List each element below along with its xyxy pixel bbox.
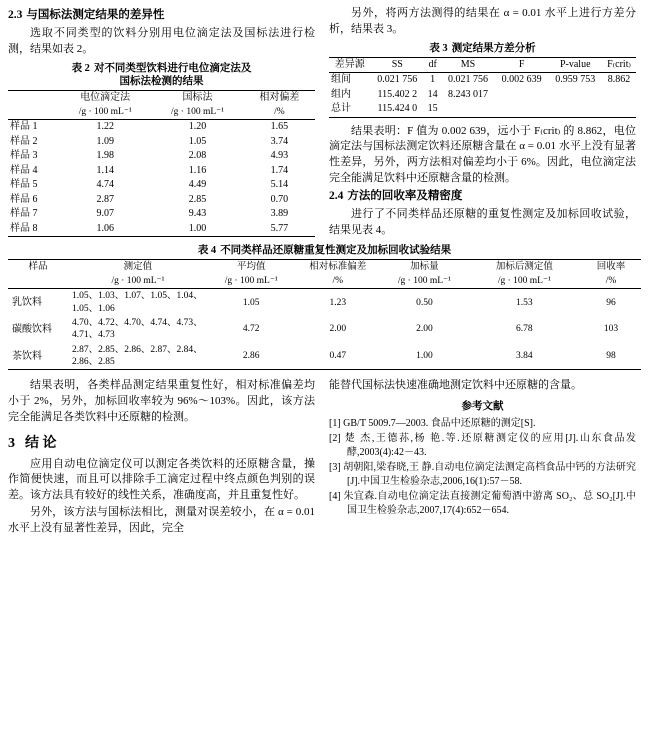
table2-r2c3: 4.93 [270, 150, 289, 162]
table3-r1c0: 组内 [331, 88, 351, 100]
table3-h6: F₍crit₎ [602, 57, 636, 73]
table2-r2c0: 样品 3 [10, 150, 38, 162]
paragraph-conclusion-1: 结果表明，各类样品测定结果重复性好，相对标准偏差均小于 2%，另外，加标回收率较为 96%～103%。因此，该方法完全能满足各类饮料中还原糖的检测。 [8, 379, 315, 424]
bottom-two-column-area [8, 378, 641, 538]
table2-r5c0: 样品 6 [10, 193, 38, 205]
table4-u2: /g · 100 mL⁻¹ [208, 274, 295, 289]
table2-u1: /g · 100 mL⁻¹ [59, 106, 151, 120]
table2-caption-number: 表 2 [71, 62, 90, 74]
table3-r2c6 [602, 102, 636, 117]
table4-caption [8, 244, 641, 258]
table-row [8, 149, 315, 164]
table4-caption-text: 不同类样品还原糖重复性测定及加标回收试验结果 [220, 245, 452, 256]
table4-r1-sample: 碳酸饮料 [12, 323, 52, 335]
table2-r5c1: 2.87 [96, 193, 114, 205]
table4-u0 [8, 274, 68, 289]
table4-r0-mean: 1.05 [242, 297, 260, 308]
table2-header-row-2 [8, 106, 315, 120]
paragraph-after-table3: 结果表明：F 值为 0.002 639，远小于 F₍crit₎ 的 8.862，电位滴定法与国标法测定饮料还原糖含量在 α = 0.01 水平上没有显著性差异，另外，两方法相对偏差均小于 6%。因此，电位滴定法完全能满足饮料中还原糖含量的检测。 [329, 124, 636, 185]
table2-r3c0: 样品 4 [10, 164, 38, 176]
table2-r0c2: 1.20 [188, 121, 207, 133]
paragraph-2-4: 进行了不同类样品还原糖的重复性测定及加标回收试验，结果见表 4。 [329, 208, 636, 237]
table2-header-row-1 [8, 91, 315, 106]
table2-r4c3: 5.14 [270, 179, 289, 191]
table3-r1c4 [495, 88, 549, 103]
table3-r0c3: 0.021 756 [447, 74, 488, 86]
reference-item: [2] 楚 杰,王德荪,杨 艳.等.还原糖测定仪的应用[J].山东食品发酵,2003(4):42－43. [329, 432, 636, 458]
table4-r1-mean: 4.72 [242, 324, 260, 335]
table2-r7c3: 5.77 [244, 222, 315, 237]
table4-r0-after: 1.53 [516, 297, 533, 308]
table4-r2-spike: 1.00 [381, 343, 468, 370]
table-row [8, 193, 315, 208]
table-row [8, 316, 641, 343]
table2-r2c2: 2.08 [188, 150, 207, 162]
table2-r6c3: 3.89 [270, 208, 289, 220]
table2-r5c3: 0.70 [270, 193, 289, 205]
table3-header-row [329, 57, 636, 73]
section-number: 3 [8, 436, 15, 452]
table2-r1c0: 样品 2 [10, 135, 38, 147]
table2-r7c2: 1.00 [151, 222, 243, 237]
table3-r2c2: 15 [424, 102, 441, 117]
table4-r0-sample: 乳饮料 [12, 297, 42, 309]
table2-h2: 国标法 [151, 91, 243, 106]
table2-r3c1: 1.14 [96, 164, 114, 176]
table4 [8, 259, 641, 371]
table-row [329, 102, 636, 117]
table3-r2c1: 115.424 0 [370, 102, 424, 117]
table3-r0c0: 组间 [331, 74, 351, 86]
table2-r0c0: 样品 1 [10, 121, 38, 133]
left-column [8, 6, 315, 240]
table2-r3c2: 1.16 [188, 164, 207, 176]
table2-r7c0: 样品 8 [8, 222, 59, 237]
section-heading-2-3 [8, 8, 315, 24]
table3-r1c6 [602, 88, 636, 103]
table4-r1-after: 6.78 [516, 324, 533, 335]
section-title: 方法的回收率及精密度 [347, 190, 463, 203]
table-row [329, 88, 636, 103]
table2-caption-text2: 国标法检测的结果 [119, 76, 204, 88]
table3-r1c1: 115.402 2 [377, 88, 418, 100]
bottom-right-column [329, 378, 636, 538]
table-row [8, 135, 315, 150]
table4-caption-number: 表 4 [197, 245, 217, 256]
table4-r1-rsd: 2.00 [329, 324, 347, 335]
table3-r2c4 [495, 102, 549, 117]
table3-r0c6: 8.862 [607, 74, 631, 86]
section-title: 与国标法测定结果的差异性 [26, 9, 165, 21]
table4-h5: 加标后测定值 [468, 259, 581, 274]
section-number: 2.4 [329, 190, 344, 203]
table4-u4: /g · 100 mL⁻¹ [381, 274, 468, 289]
table4-h0: 样品 [8, 259, 68, 274]
table2-u0 [8, 106, 59, 120]
table4-r2-values: 2.87、2.85、2.86、2.87、2.84、2.86、2.85 [68, 343, 208, 370]
table3-r0c5: 0.959 753 [555, 74, 596, 86]
table3 [329, 57, 636, 118]
table-row [8, 343, 641, 370]
table-row [8, 164, 315, 179]
table4-h1: 测定值 [68, 259, 208, 274]
table2-r0c1: 1.22 [96, 121, 114, 133]
table2-r6c1: 9.07 [96, 208, 114, 220]
table3-h5: P-value [548, 57, 602, 73]
table2-r3c3: 1.74 [270, 164, 289, 176]
table2-caption-text: 对不同类型饮料进行电位滴定法及 [93, 62, 252, 74]
table2-r1c2: 1.05 [188, 135, 207, 147]
reference-item: [4] 朱宜森.自动电位滴定法直接测定葡萄酒中游离 SO₂、总 SO₂[J].中国卫生检验杂志,2007,17(4):652－654. [329, 490, 636, 516]
table2-r4c0: 样品 5 [10, 179, 38, 191]
table2-r7c1: 1.06 [59, 222, 151, 237]
paragraph-right-top: 另外，将两方法测得的结果在 α = 0.01 水平上进行方差分析，结果表 3。 [329, 7, 636, 35]
table2-u2: /g · 100 mL⁻¹ [151, 106, 243, 120]
table4-h6: 回收率 [581, 259, 641, 274]
table2-r4c1: 4.74 [96, 179, 114, 191]
table3-caption [329, 42, 636, 56]
table2-r1c3: 3.74 [270, 135, 289, 147]
table4-h3: 相对标准偏差 [295, 259, 382, 274]
table4-r0-values: 1.05、1.03、1.07、1.05、1.04、1.05、1.06 [71, 291, 203, 314]
table3-caption-number: 表 3 [429, 42, 448, 54]
paragraph-conclusion-right: 能替代国标法快速准确地测定饮料中还原糖的含量。 [329, 379, 582, 392]
section-heading-3 [8, 434, 315, 453]
table3-r0c1: 0.021 756 [377, 74, 418, 86]
table3-h3: MS [441, 57, 495, 73]
table4-r1-spike: 2.00 [416, 324, 433, 335]
table-row [8, 178, 315, 193]
reference-item: [3] 胡朝阳,梁春晓,王 静.自动电位滴定法测定高档食品中钙的方法研究[J].中国卫生检验杂志,2006,16(1):57－58. [329, 461, 636, 487]
table-row [8, 207, 315, 222]
table4-u5: /g · 100 mL⁻¹ [468, 274, 581, 289]
table2-h3: 相对偏差 [244, 91, 315, 106]
table2-h0 [8, 91, 59, 106]
table4-h4: 加标量 [381, 259, 468, 274]
table3-r1c5 [548, 88, 602, 103]
table4-r0-spike: 0.50 [416, 297, 433, 308]
table4-u6: /% [581, 274, 641, 289]
table4-r1-recovery: 103 [603, 324, 619, 335]
table-row [8, 289, 641, 316]
table-row [8, 222, 315, 237]
bottom-left-column [8, 378, 315, 538]
table3-h0: 差异源 [329, 57, 370, 73]
table3-r2c5 [548, 102, 602, 117]
table4-header-row-1 [8, 259, 641, 274]
table3-r2c3 [441, 102, 495, 117]
right-column [329, 6, 636, 240]
paragraph-2-3: 选取不同类型的饮料分别用电位滴定法及国标法进行检测，结果如表 2。 [8, 26, 315, 55]
table2-r6c0: 样品 7 [10, 208, 38, 220]
table4-r2-recovery: 98 [581, 343, 641, 370]
table3-h4: F [495, 57, 549, 73]
references-heading: 参考文献 [461, 401, 504, 413]
table4-r2-rsd: 0.47 [295, 343, 382, 370]
table4-r0-recovery: 96 [606, 297, 616, 308]
table4-r1-values: 4.70、4.72、4.70、4.74、4.73、4.71、4.73 [71, 318, 203, 341]
table3-h1: SS [370, 57, 424, 73]
table4-u1: /g · 100 mL⁻¹ [68, 274, 208, 289]
table2-caption [8, 62, 315, 89]
table-row [8, 120, 315, 135]
table4-r2-mean: 2.86 [208, 343, 295, 370]
table3-caption-text: 测定结果方差分析 [451, 42, 536, 54]
table2-r0c3: 1.65 [270, 121, 289, 133]
table4-header-row-2 [8, 274, 641, 289]
table4-h2: 平均值 [208, 259, 295, 274]
table4-block [8, 244, 641, 370]
table2-r2c1: 1.98 [96, 150, 114, 162]
section-number: 2.3 [8, 9, 23, 21]
section-heading-2-4 [329, 189, 636, 205]
section-title: 结 论 [25, 436, 57, 452]
table-row [329, 73, 636, 88]
table3-r0c2: 1 [430, 74, 436, 86]
table3-r1c2: 14 [427, 88, 438, 100]
table3-r1c3: 8.243 017 [447, 88, 488, 100]
table2-h1: 电位滴定法 [59, 91, 151, 106]
paragraph-3-1: 应用自动电位滴定仪可以测定各类饮料的还原糖含量，操作简便快速，而且可以排除手工滴定过程中终点颜色判别的误差。该方法具有较好的线性关系，准确度高，并且重复性好。 [8, 457, 315, 502]
reference-item: [1] GB/T 5009.7—2003. 食品中还原糖的测定[S]. [329, 417, 536, 429]
table2-r1c1: 1.09 [96, 135, 114, 147]
table2-r4c2: 4.49 [188, 179, 207, 191]
table4-u3: /% [295, 274, 382, 289]
table3-h2: df [424, 57, 441, 73]
table2-r6c2: 9.43 [188, 208, 207, 220]
table2-r5c2: 2.85 [188, 193, 207, 205]
table3-r2c0: 总计 [329, 102, 370, 117]
paragraph-3-2: 另外，该方法与国标法相比，测量对误差较小，在 α = 0.01 水平上没有显著性差异，因此，完全 [8, 506, 315, 535]
table2-u3: /% [244, 106, 315, 120]
table4-r2-after: 3.84 [468, 343, 581, 370]
table3-r0c4: 0.002 639 [501, 74, 542, 86]
table4-r2-sample: 茶饮料 [8, 343, 68, 370]
table4-r0-rsd: 1.23 [329, 297, 347, 308]
top-two-column-area [8, 6, 641, 240]
table2 [8, 90, 315, 237]
